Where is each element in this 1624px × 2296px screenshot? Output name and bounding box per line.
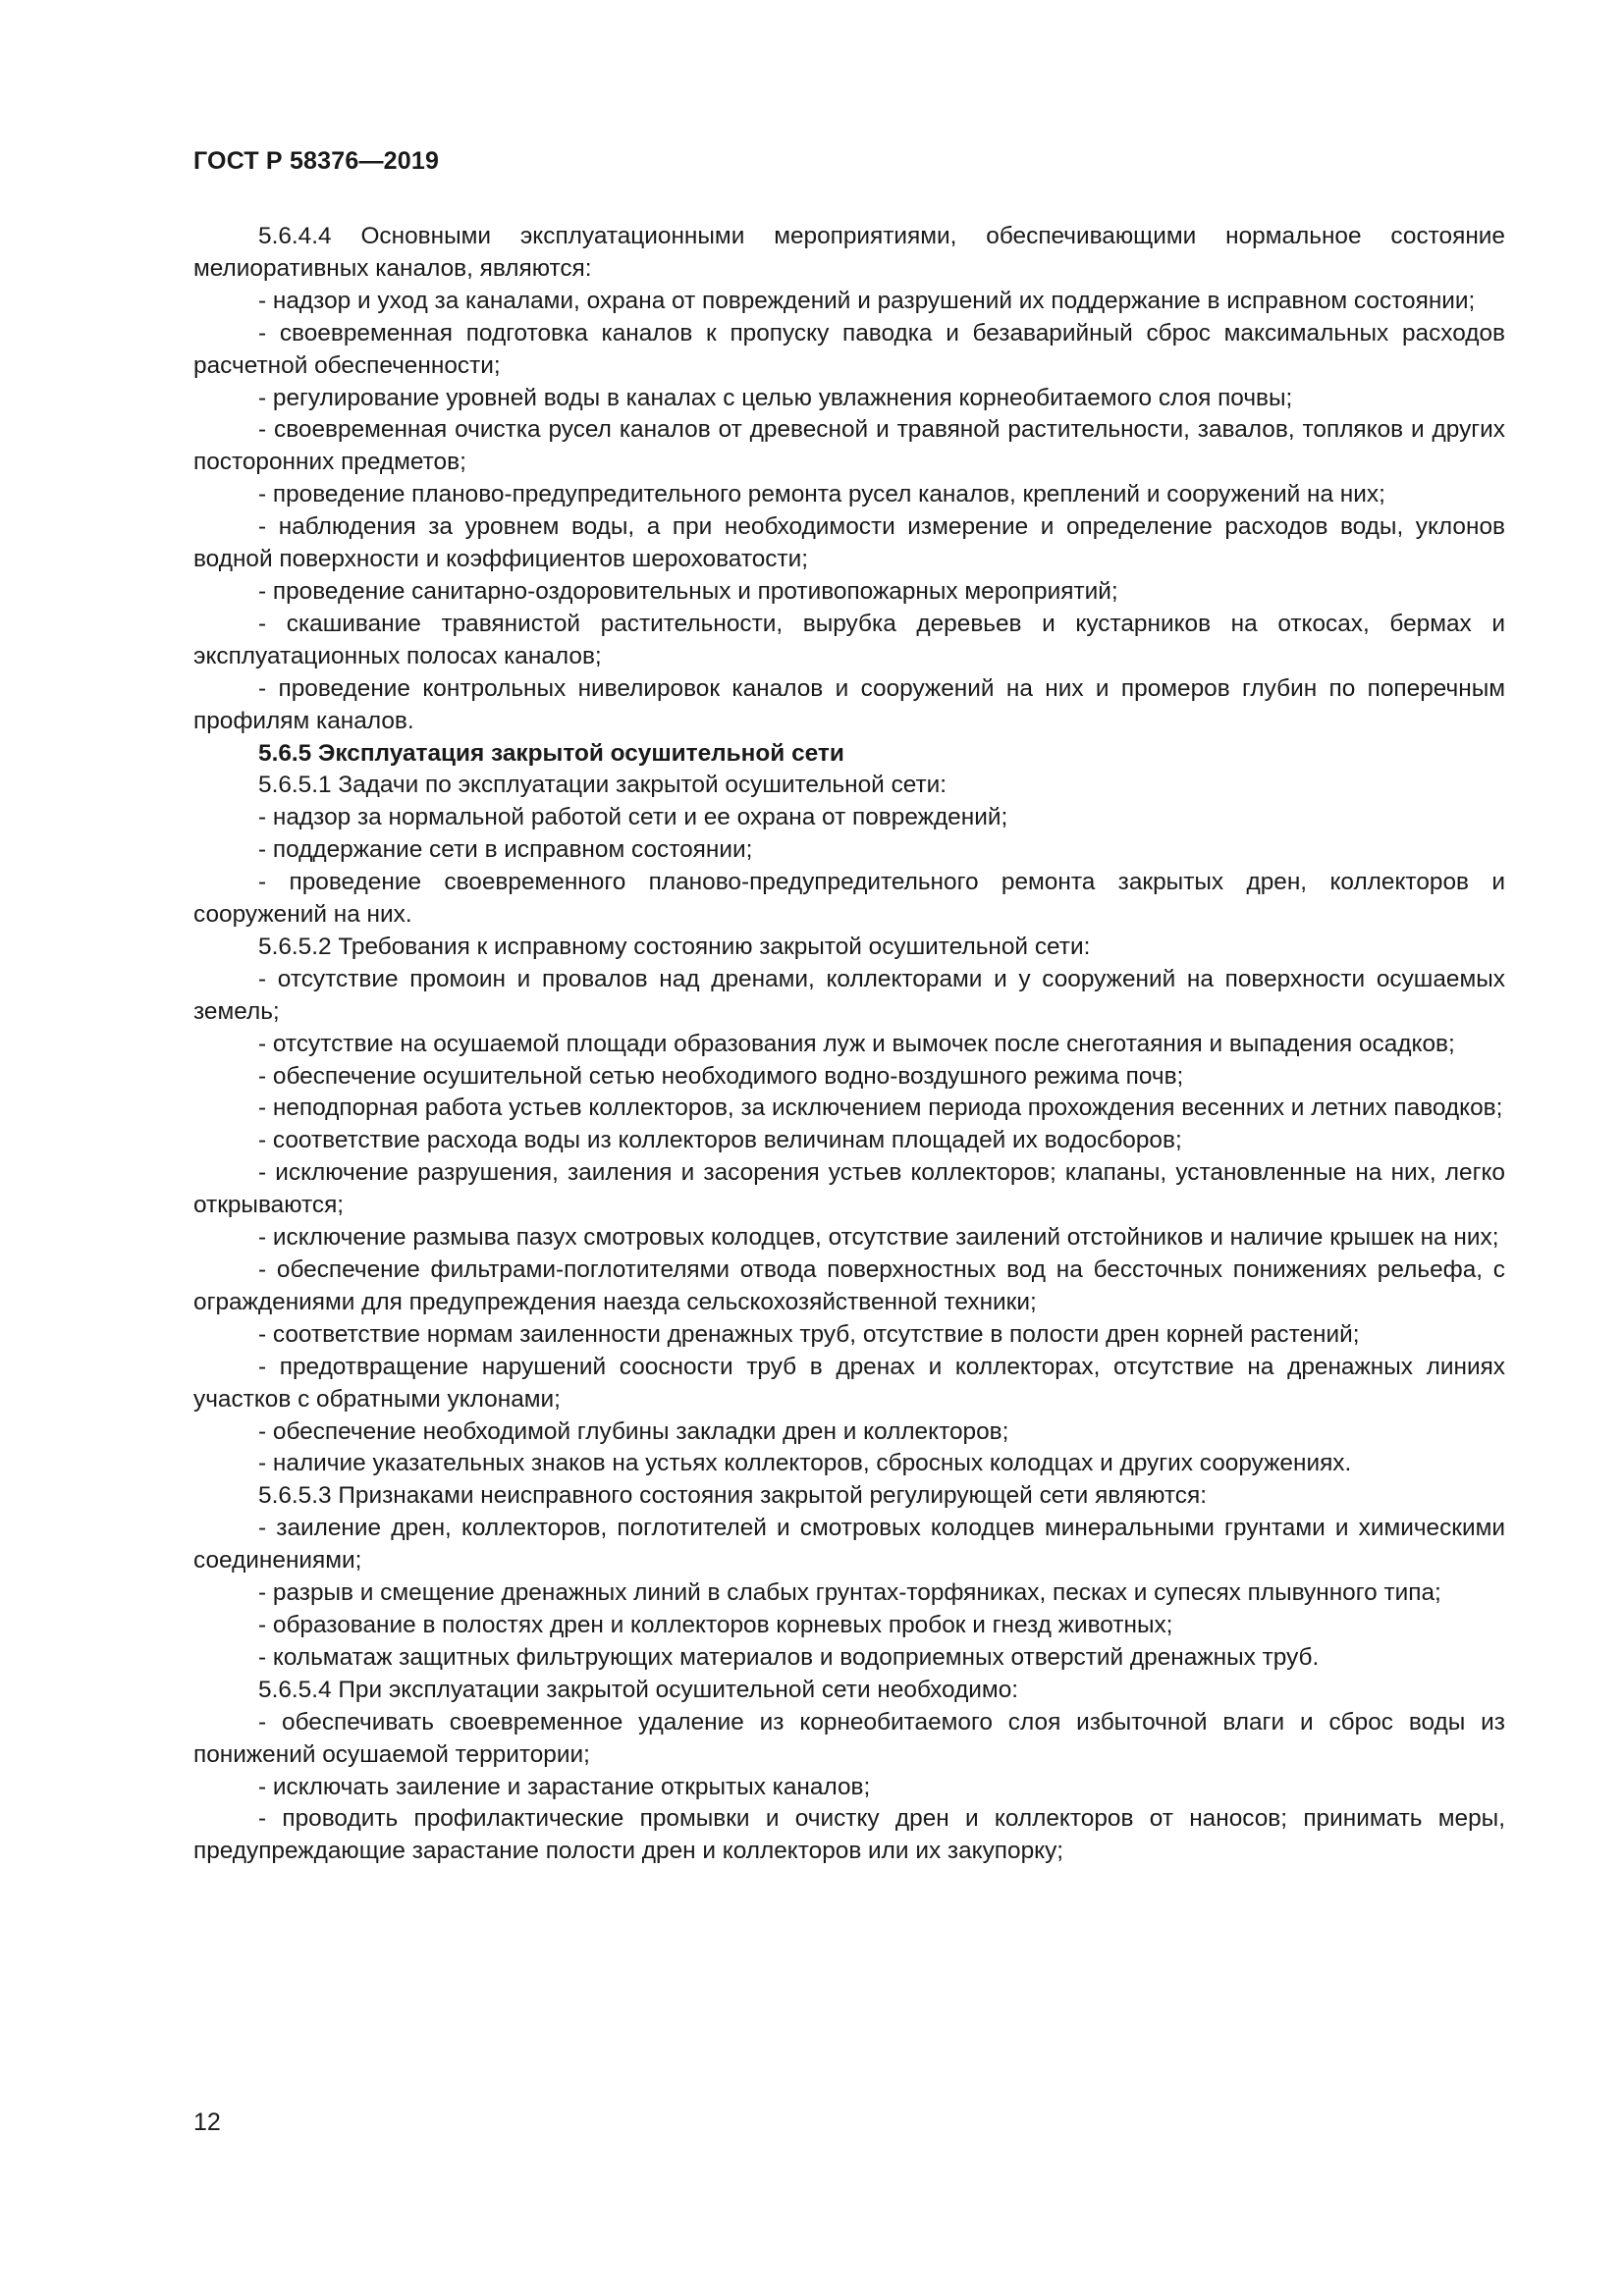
list-item: - поддержание сети в исправном состоянии; — [258, 836, 753, 864]
paragraph: 5.6.4.4 Основными эксплуатационными мероприятиями, обеспечивающими нормальное состояние мелиоративных каналов, являются: — [193, 223, 1505, 282]
paragraph: 5.6.5.1 Задачи по эксплуатации закрытой осушительной сети: — [258, 772, 947, 799]
list-item: - отсутствие промоин и провалов над дренами, коллекторами и у сооружений на поверхности осушаемых земель; — [193, 965, 1505, 1025]
list-item: - исключение разрушения, заиления и засорения устьев коллекторов; клапаны, установленные на них, легко открываются; — [193, 1159, 1505, 1219]
list-item: - соответствие нормам заиленности дренажных труб, отсутствие в полости дрен корней растений; — [258, 1320, 1360, 1348]
paragraph: 5.6.5.2 Требования к исправному состоянию закрытой осушительной сети: — [258, 933, 1091, 960]
page-number: 12 — [193, 2109, 221, 2136]
list-item: - наблюдения за уровнем воды, а при необходимости измерение и определение расходов воды, уклонов водной поверхности и коэффициентов шероховатости; — [193, 513, 1505, 573]
list-item: - отсутствие на осушаемой площади образования луж и вымочек после снеготаяния и выпадения осадков; — [258, 1030, 1455, 1057]
list-item: - проведение контрольных нивелировок каналов и сооружений на них и промеров глубин по поперечным профилям каналов. — [193, 674, 1505, 734]
section-heading: 5.6.5 Эксплуатация закрытой осушительной сети — [258, 739, 844, 767]
list-item: - предотвращение нарушений соосности труб в дренах и коллекторах, отсутствие на дренажных линиях участков с обратными уклонами; — [193, 1353, 1505, 1413]
list-item: - скашивание травянистой растительности, вырубка деревьев и кустарников на откосах, бермах и эксплуатационных полосах каналов; — [193, 610, 1505, 669]
list-item: - исключение размыва пазух смотровых колодцев, отсутствие заилений отстойников и наличие крышек на них; — [258, 1224, 1499, 1252]
list-item: - своевременная очистка русел каналов от древесной и травяной растительности, завалов, топляков и других посторонних предметов; — [193, 416, 1505, 476]
list-item: - соответствие расхода воды из коллекторов величинам площадей их водосборов; — [258, 1127, 1182, 1154]
list-item: - проведение планово-предупредительного ремонта русел каналов, креплений и сооружений на них; — [258, 481, 1385, 508]
list-item: - проведение своевременного планово-предупредительного ремонта закрытых дрен, коллекторов и сооружений на них. — [193, 869, 1505, 929]
list-item: - проводить профилактические промывки и очистку дрен и коллекторов от наносов; принимать меры, предупреждающие зарастание полости дрен и коллекторов или их закупорку; — [193, 1805, 1505, 1865]
list-item: - разрыв и смещение дренажных линий в слабых грунтах-торфяниках, песках и супесях плывунного типа; — [258, 1579, 1441, 1607]
document-body — [193, 221, 1505, 1868]
list-item: - надзор и уход за каналами, охрана от повреждений и разрушений их поддержание в исправном состоянии; — [258, 287, 1476, 314]
list-item: - неподпорная работа устьев коллекторов, за исключением периода прохождения весенних и летних паводков; — [258, 1095, 1503, 1122]
list-item: - своевременная подготовка каналов к пропуску паводка и безаварийный сброс максимальных расходов расчетной обеспеченности; — [193, 319, 1505, 379]
list-item: - обеспечение необходимой глубины закладки дрен и коллекторов; — [258, 1417, 1009, 1445]
list-item: - надзор за нормальной работой сети и ее охрана от повреждений; — [258, 804, 1008, 831]
list-item: - наличие указательных знаков на устьях коллекторов, сбросных колодцах и других сооружениях. — [258, 1450, 1352, 1477]
paragraph: 5.6.5.3 Признаками неисправного состояния закрытой регулирующей сети являются: — [258, 1482, 1207, 1510]
list-item: - обеспечивать своевременное удаление из корнеобитаемого слоя избыточной влаги и сброс воды из понижений осушаемой территории; — [193, 1708, 1505, 1768]
list-item: - заиление дрен, коллекторов, поглотителей и смотровых колодцев минеральными грунтами и химическими соединениями; — [193, 1515, 1505, 1575]
list-item: - обеспечение фильтрами-поглотителями отвода поверхностных вод на бессточных понижениях рельефа, с ограждениями для предупреждения наезда сельскохозяйственной техники; — [193, 1256, 1505, 1315]
list-item: - проведение санитарно-оздоровительных и противопожарных мероприятий; — [258, 577, 1118, 605]
list-item: - регулирование уровней воды в каналах с целью увлажнения корнеобитаемого слоя почвы; — [258, 384, 1293, 411]
list-item: - обеспечение осушительной сетью необходимого водно-воздушного режима почв; — [258, 1062, 1184, 1090]
paragraph: 5.6.5.4 При эксплуатации закрытой осушительной сети необходимо: — [258, 1676, 1019, 1703]
list-item: - кольматаж защитных фильтрующих материалов и водоприемных отверстий дренажных труб. — [258, 1643, 1320, 1671]
list-item: - образование в полостях дрен и коллекторов корневых пробок и гнезд животных; — [258, 1611, 1173, 1638]
list-item: - исключать заиление и зарастание открытых каналов; — [258, 1773, 871, 1800]
document-header: ГОСТ Р 58376—2019 — [193, 147, 440, 175]
